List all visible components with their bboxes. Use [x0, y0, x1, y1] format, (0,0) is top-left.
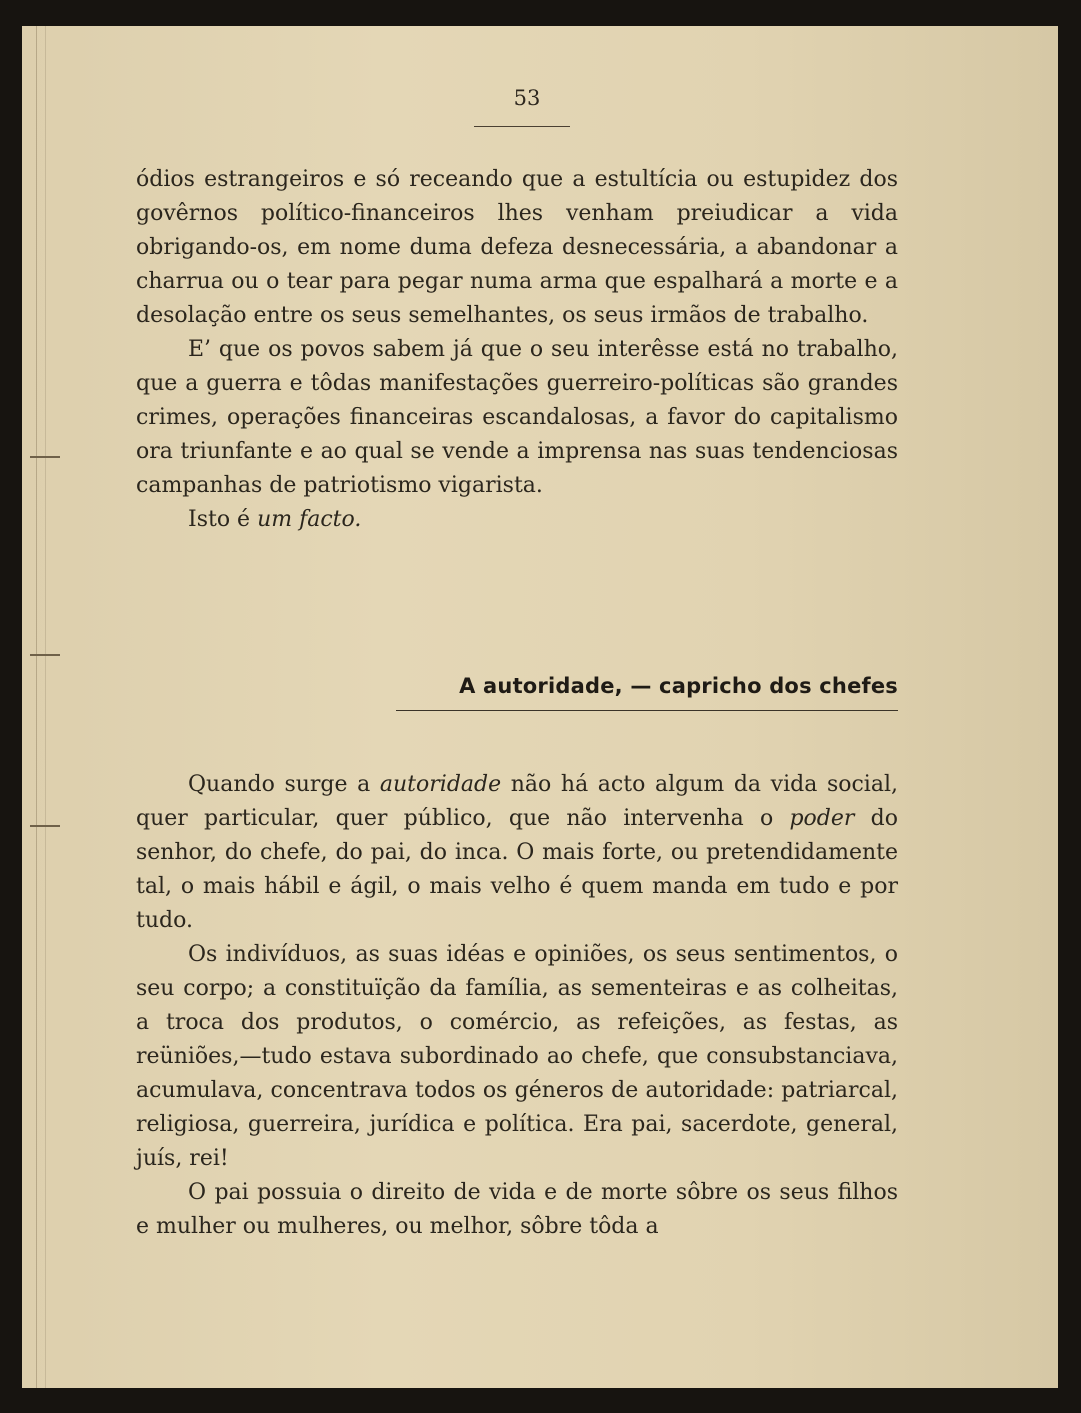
section-heading-rule — [396, 710, 898, 711]
text-run: Isto é — [188, 507, 258, 532]
margin-tick-mark — [30, 654, 60, 656]
margin-tick-mark — [30, 456, 60, 458]
page-number: 53 — [513, 86, 541, 110]
italic-text-run: autoridade — [379, 772, 502, 797]
italic-text-run: poder — [789, 806, 855, 831]
text-run: ódios estrangeiros e só receando que a estultícia ou estupidez dos govêrnos político-financeiros lhes venham preiudicar a vida obrigando-os, em nome duma defeza desnecessária, a abandonar a charrua ou o tear para pegar numa arma que espalhará a morte e a desolação entre os seus semelhantes, os seus irmãos de trabalho. — [136, 167, 898, 328]
text-run: Quando surge a — [188, 772, 380, 797]
text-run: não há acto algum da vida social, quer particular, quer público, que não intervenha o — [136, 772, 898, 831]
section-heading: A autoridade, — capricho dos chefes — [459, 674, 898, 698]
text-run: O pai possuia o direito de vida e de morte sôbre os seus filhos e mulher ou mulheres, ou melhor, sôbre tôda a — [136, 1180, 898, 1239]
body-text-block-1 — [136, 163, 898, 537]
paragraph — [136, 768, 898, 938]
paragraph — [136, 333, 898, 503]
body-text-block-2 — [136, 768, 898, 1244]
paragraph — [136, 1176, 898, 1244]
binding-edge — [36, 26, 46, 1388]
margin-tick-mark — [30, 825, 60, 827]
text-run: do senhor, do chefe, do pai, do inca. O mais forte, ou pretendidamente tal, o mais hábil e ágil, o mais velho é quem manda em tudo e por tudo. — [136, 806, 898, 933]
paragraph — [136, 503, 898, 537]
paragraph — [136, 163, 898, 333]
page-number-rule — [474, 126, 570, 127]
paragraph — [136, 938, 898, 1176]
italic-text-run: um facto. — [257, 507, 362, 532]
text-run: Os indivíduos, as suas idéas e opiniões, os seus sentimentos, o seu corpo; a constituïção da família, as sementeiras e as colheitas, a troca dos produtos, o comércio, as refeições, as festas, as reüniões,—tudo estava subordinado ao chefe, que consubstanciava, acumulava, concentrava todos os géneros de autoridade: patriarcal, religiosa, guerreira, jurídica e política. Era pai, sacerdote, general, juís, rei! — [136, 942, 898, 1171]
text-run: E’ que os povos sabem já que o seu interêsse está no trabalho, que a guerra e tôdas manifestações guerreiro-políticas são grandes crimes, operações financeiras escandalosas, a favor do capitalismo ora triunfante e ao qual se vende a imprensa nas suas tendenciosas campanhas de patriotismo vigarista. — [136, 337, 898, 498]
book-page — [22, 26, 1058, 1388]
